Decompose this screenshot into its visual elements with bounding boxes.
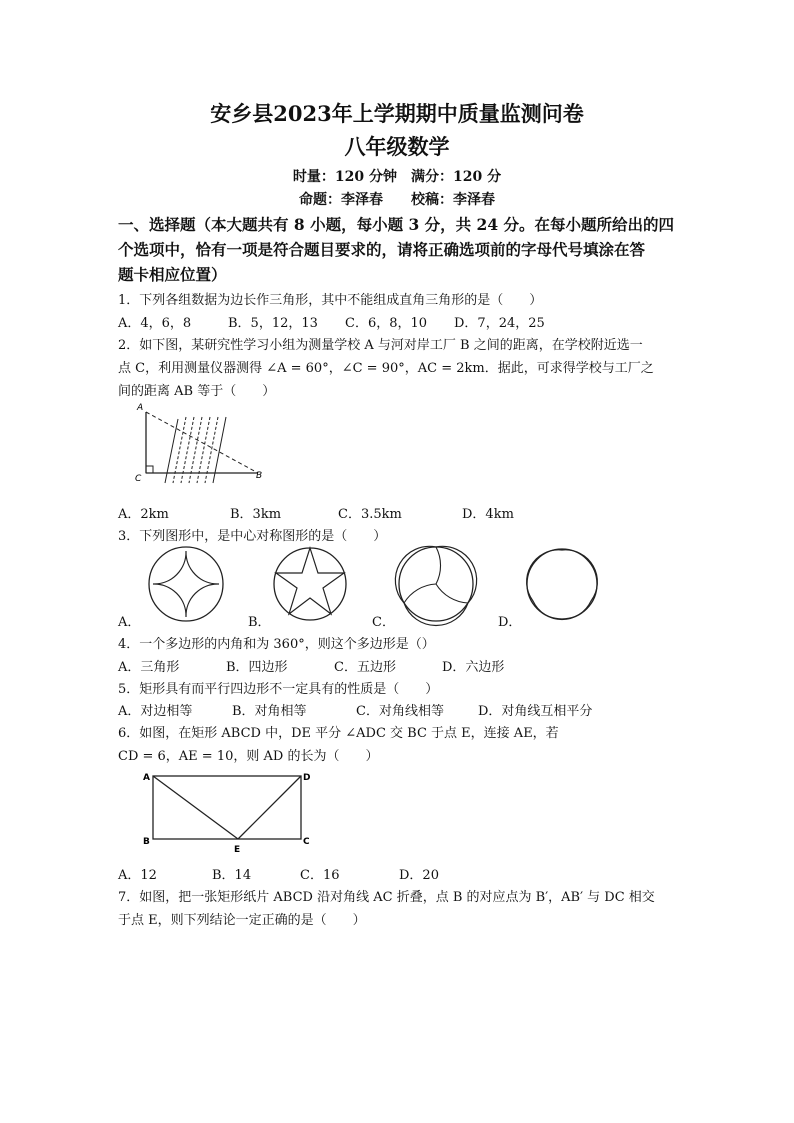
q3-option-c: C．: [372, 615, 395, 630]
section-heading-line3: 题卡相应位置）: [118, 265, 227, 284]
q6-option-d: D．20: [399, 868, 439, 883]
q6-label-d: D: [303, 773, 311, 783]
q7-line2: 于点 E，则下列结论一定正确的是（ ）: [118, 913, 366, 928]
q5-stem: 5．矩形具有而平行四边形不一定具有的性质是（ ）: [118, 682, 439, 697]
q2-label-b: B: [256, 471, 263, 481]
q6-option-a: A．12: [118, 868, 157, 883]
exam-subtitle: 八年级数学: [344, 134, 450, 159]
time-info: 时量：120 分钟 满分：120 分: [292, 169, 502, 185]
q6-label-b: B: [143, 837, 150, 847]
q6-label-a: A: [143, 773, 150, 783]
q3-option-d: D．: [498, 615, 522, 630]
q2-line1: 2．如下图，某研究性学习小组为测量学校 A 与河对岸工厂 B 之间的距离，在学校附近选一: [118, 338, 643, 353]
q2-label-a: A: [137, 403, 144, 413]
q2-line2: 点 C，利用测量仪器测得 ∠A = 60°，∠C = 90°，AC = 2km．据此，可求得学校与工厂之: [118, 361, 654, 376]
q2-option-d: D．4km: [462, 507, 514, 522]
q4-option-a: A．三角形: [118, 660, 180, 675]
q6-label-c: C: [303, 837, 310, 847]
q2-option-b: B．3km: [230, 507, 282, 522]
q4-option-b: B．四边形: [226, 660, 288, 675]
q3-option-a: A．: [118, 615, 141, 630]
q5-option-a: A．对边相等: [118, 704, 193, 719]
q2-line3: 间的距离 AB 等于（ ）: [118, 384, 276, 399]
q5-option-c: C．对角线相等: [356, 704, 444, 719]
q6-line2: CD = 6，AE = 10，则 AD 的长为（ ）: [118, 749, 379, 764]
q1-option-d: D．7，24，25: [454, 316, 545, 331]
q1-stem: 1．下列各组数据为边长作三角形，其中不能组成直角三角形的是（ ）: [118, 293, 543, 308]
section-heading-line2: 个选项中，恰有一项是符合题目要求的，请将正确选项前的字母代号填涂在答: [118, 240, 646, 259]
q6-label-e: E: [234, 845, 241, 855]
q1-option-b: B．5，12，13: [228, 316, 318, 331]
q4-option-d: D．六边形: [442, 660, 505, 675]
q2-option-c: C．3.5km: [338, 507, 402, 522]
q7-line1: 7．如图，把一张矩形纸片 ABCD 沿对角线 AC 折叠，点 B 的对应点为 B′，AB′ 与 DC 相交: [118, 890, 655, 905]
q4-stem: 4．一个多边形的内角和为 360°，则这个多边形是（）: [118, 637, 435, 652]
q4-option-c: C．五边形: [334, 660, 396, 675]
q3-option-b: B．: [248, 615, 271, 630]
q1-option-c: C．6，8，10: [345, 316, 428, 331]
q5-option-d: D．对角线互相平分: [478, 704, 593, 719]
author-info: 命题：李泽春 校稿：李泽春: [299, 192, 495, 208]
q6-line1: 6．如图，在矩形 ABCD 中，DE 平分 ∠ADC 交 BC 于点 E，连接 AE，若: [118, 726, 559, 741]
q6-option-c: C．16: [300, 868, 340, 883]
q3-stem: 3．下列图形中，是中心对称图形的是（ ）: [118, 529, 387, 544]
section-heading-line1: 一、选择题（本大题共有 8 小题，每小题 3 分，共 24 分。在每小题所给出的四: [118, 215, 675, 234]
q6-option-b: B．14: [212, 868, 252, 883]
q2-option-a: A．2km: [118, 507, 169, 522]
q5-option-b: B．对角相等: [232, 704, 307, 719]
q2-label-c: C: [135, 474, 142, 484]
exam-title: 安乡县2023年上学期期中质量监测问卷: [210, 101, 584, 126]
q1-option-a: A．4，6，8: [118, 316, 192, 331]
